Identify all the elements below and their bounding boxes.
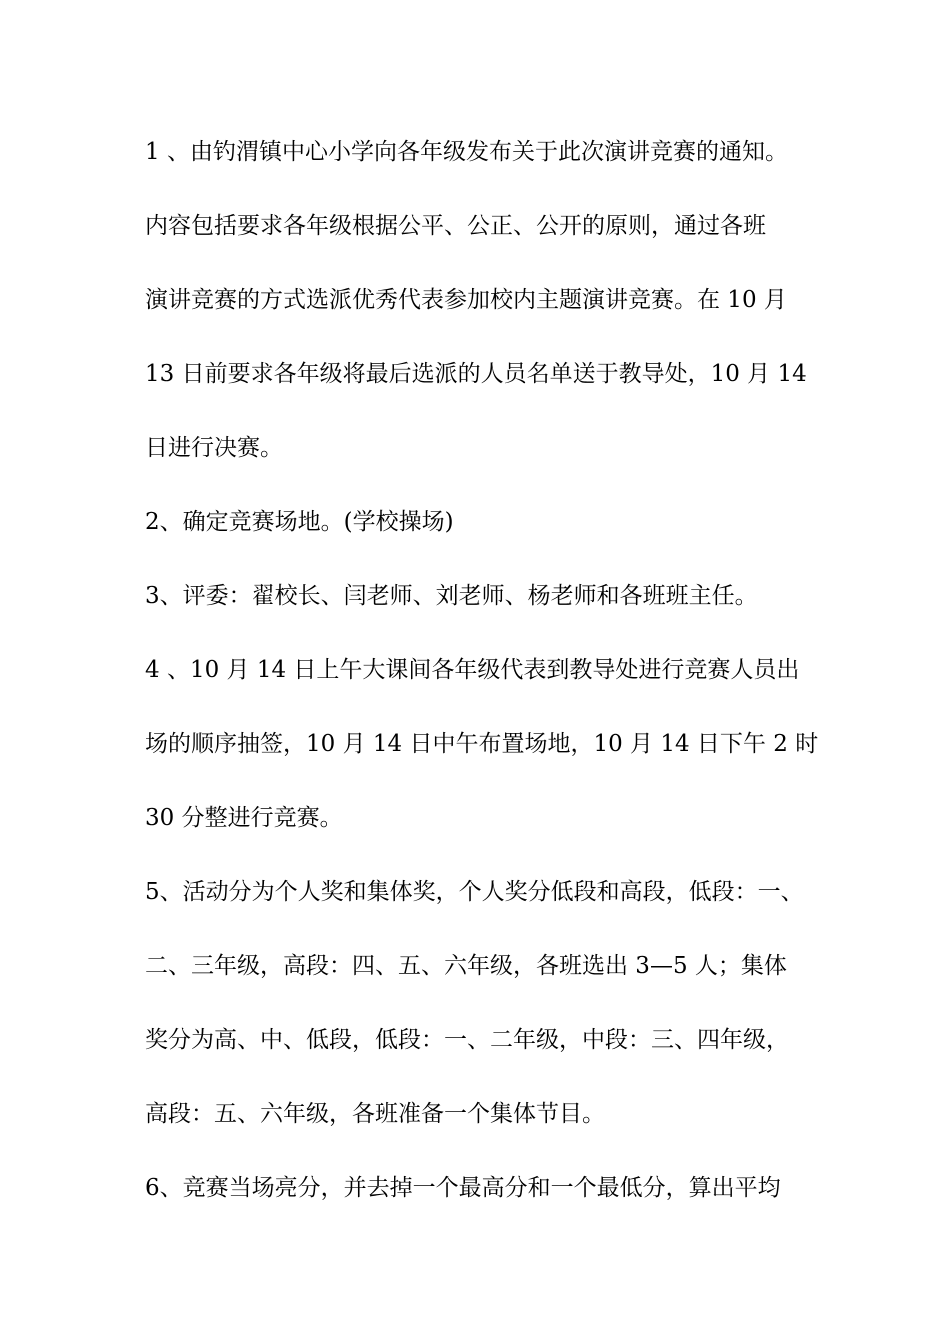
text-line: 二、三年级，高段：四、五、六年级，各班选出 3—5 人；集体 xyxy=(145,953,787,979)
text-line: 演讲竞赛的方式选派优秀代表参加校内主题演讲竞赛。在 10 月 xyxy=(145,287,787,313)
text-line: 1 、由钓渭镇中心小学向各年级发布关于此次演讲竞赛的通知。 xyxy=(145,139,788,165)
text-line: 13 日前要求各年级将最后选派的人员名单送于教导处，10 月 14 xyxy=(145,361,807,387)
text-line: 2、确定竞赛场地。(学校操场) xyxy=(145,509,454,535)
text-line: 奖分为高、中、低段，低段：一、二年级，中段：三、四年级， xyxy=(145,1027,789,1053)
text-line: 场的顺序抽签，10 月 14 日中午布置场地，10 月 14 日下午 2 时 xyxy=(145,731,819,757)
text-line: 30 分整进行竞赛。 xyxy=(145,805,343,831)
text-line: 6、竞赛当场亮分，并去掉一个最高分和一个最低分，算出平均 xyxy=(145,1175,781,1201)
document-body xyxy=(145,131,835,1241)
text-line: 4 、10 月 14 日上午大课间各年级代表到教导处进行竞赛人员出 xyxy=(145,657,800,683)
text-line: 3、评委：翟校长、闫老师、刘老师、杨老师和各班班主任。 xyxy=(145,583,758,609)
text-line: 5、活动分为个人奖和集体奖，个人奖分低段和高段，低段：一、 xyxy=(145,879,804,905)
text-line: 高段：五、六年级，各班准备一个集体节目。 xyxy=(145,1101,605,1127)
text-line: 内容包括要求各年级根据公平、公正、公开的原则，通过各班 xyxy=(145,213,766,239)
text-line: 日进行决赛。 xyxy=(145,435,283,461)
